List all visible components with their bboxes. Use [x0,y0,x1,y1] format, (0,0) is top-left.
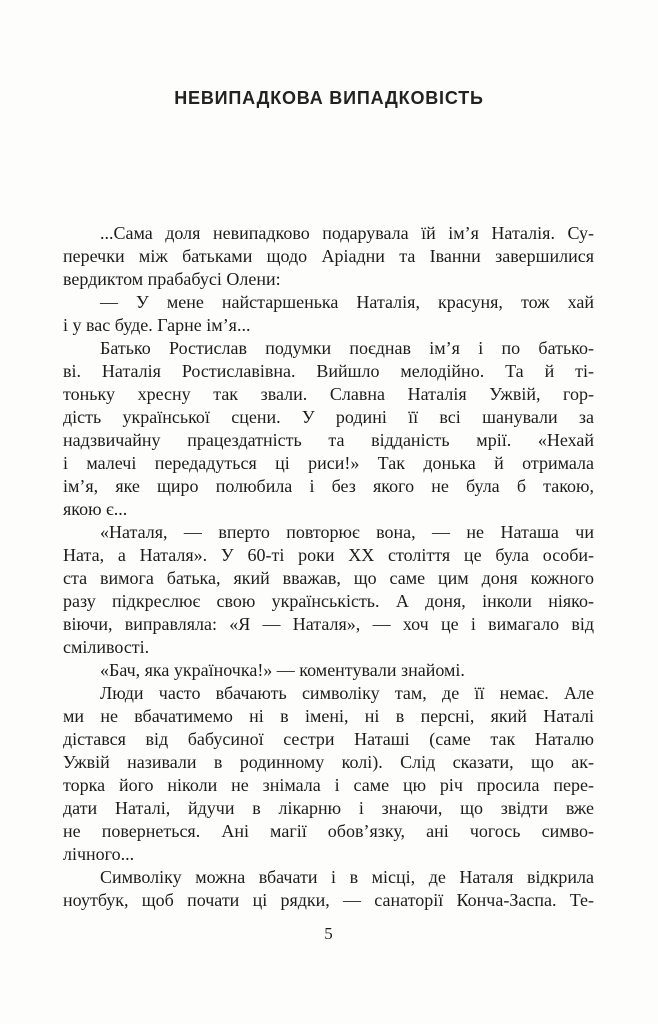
chapter-title: НЕВИПАДКОВА ВИПАДКОВІСТЬ [174,88,484,108]
text-line: Батько Ростислав подумки поєднав ім’я і по батько- [100,338,594,358]
text-line: і у вас буде. Гарне ім’я... [63,315,251,335]
text-line: ста вимога батька, який вважав, що саме цим доня кожного [63,568,594,588]
text-line: Ната, а Наталя». У 60-ті роки ХХ століття це була особи- [63,545,594,565]
text-line: Символіку можна вбачати і в місці, де Наталя відкрила [100,867,594,887]
text-line: «Бач, яка україночка!» — коментували знайомі. [100,660,465,680]
text-line: дістався від бабусиної сестри Наташі (саме так Наталю [63,729,594,749]
text-line: ві. Наталія Ростиславівна. Вийшло мелодійно. Та й ті- [63,361,594,381]
page-body [0,222,594,912]
text-line: ноутбук, щоб почати ці рядки, — санаторії Конча-Заспа. Те- [63,890,594,910]
text-line: — У мене найстаршенька Наталія, красуня, тож хай [100,292,594,312]
text-line: дати Наталі, йдучи в лікарню і знаючи, що звідти вже [63,798,594,818]
text-line: перечки між батьками щодо Аріадни та Іванни завершилися [63,246,594,266]
text-line: вердиктом прабабусі Олени: [63,269,281,289]
text-line: Ужвій називали в родинному колі). Слід сказати, що ак- [63,752,594,772]
text-line: якою є... [63,499,128,519]
text-line: надзвичайну працездатність та відданість мрії. «Нехай [63,430,594,450]
text-line: «Наталя, — вперто повторює вона, — не Наташа чи [100,522,594,542]
text-line: не повернеться. Ані магії обов’язку, ані чогось симво- [63,821,594,841]
text-line: і малечі передадуться ці риси!» Так донька й отримала [63,453,594,473]
text-line: торка його ніколи не знімала і саме цю річ просила пере- [63,775,594,795]
page-number: 5 [324,924,333,943]
text-line: Люди часто вбачають символіку там, де її немає. Але [100,683,594,703]
text-line: ми не вбачатимемо ні в імені, ні в персні, який Наталі [63,706,594,726]
text-line: віючи, виправляла: «Я — Наталя», — хоч це і вимагало від [63,614,594,634]
text-line: тоньку хресну так звали. Славна Наталія Ужвій, гор- [63,384,594,404]
text-line: разу підкреслює свою українськість. А доня, інколи ніяко- [63,591,594,611]
text-line: ім’я, яке щиро полюбила і без якого не була б такою, [63,476,594,496]
text-line: лічного... [63,844,135,864]
text-line: сміливості. [63,637,150,657]
text-line: ...Сама доля невипадково подарувала їй ім’я Наталія. Су- [100,223,594,243]
text-line: дість української сцени. У родині її всі шанували за [63,407,594,427]
